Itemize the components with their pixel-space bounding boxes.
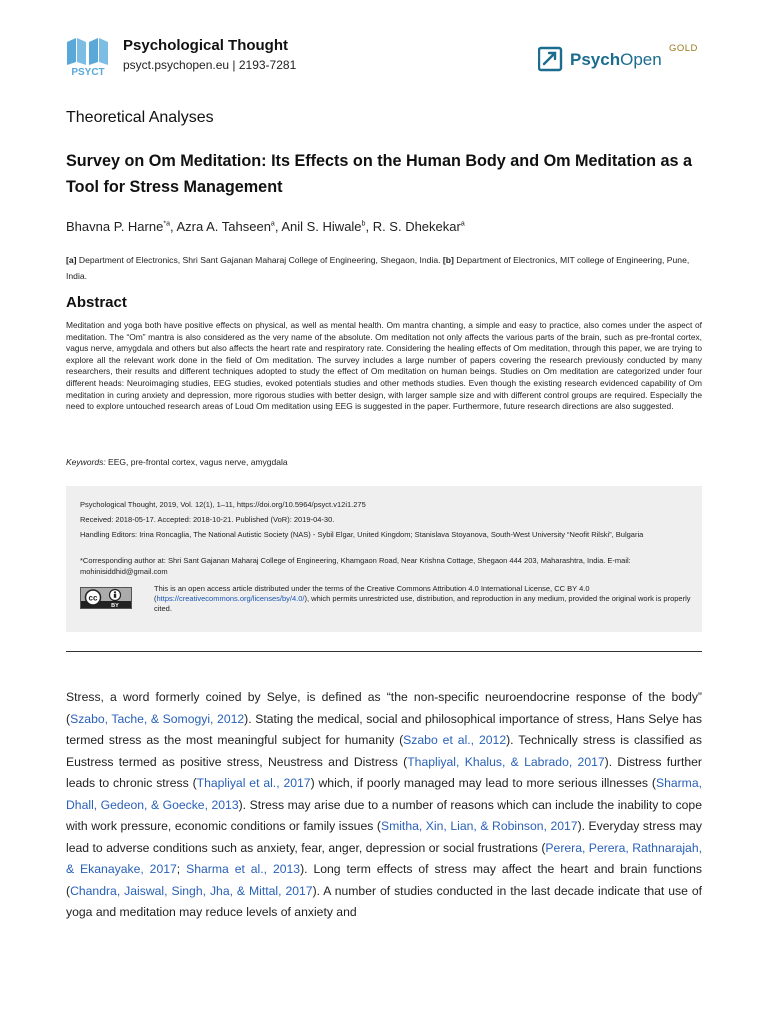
- license-statement: [154, 584, 694, 614]
- keywords: [66, 457, 288, 467]
- body-text-segment: Stress, a word formerly coined by Selye, is defined as “the non-specific neuroendocrine response of the body” (: [66, 690, 702, 726]
- affiliations: [66, 252, 706, 284]
- author-separator: ,: [274, 219, 282, 234]
- author-separator: ,: [365, 219, 373, 234]
- affiliation-b-tag: [b]: [442, 255, 454, 265]
- publisher-name: [570, 50, 662, 70]
- body-text-segment: ). Technically stress is classified as Eustress termed as positive stress, Neustress and Distress (: [66, 733, 702, 769]
- journal-info: psyct.psychopen.eu | 2193-7281: [123, 58, 297, 72]
- publisher-name-rest: Open: [620, 50, 662, 69]
- article-info-box: [66, 486, 702, 632]
- author-name: Anil S. Hiwale: [281, 219, 362, 234]
- citation-line: Psychological Thought, 2019, Vol. 12(1), 1–11, https://doi.org/10.5964/psyct.v12i1.275: [80, 500, 366, 509]
- dates-line: Received: 2018-05-17. Accepted: 2018-10-21. Published (VoR): 2019-04-30.: [80, 515, 335, 524]
- license-text-a: This is an open access article distributed under the terms of the Creative Commons Attribution 4.0 International License, CC BY 4.0 (: [154, 584, 590, 603]
- psyct-logo-text: PSYCT: [71, 67, 105, 76]
- abstract-text: Meditation and yoga both have positive effects on physical, as well as mental health. Om mantra chanting, a simple and easy to practice, also comes under the aspect of meditation. The “Om” mantra is also considered as the very name of the absolute. Om meditation not only affects the various parts of the brain, such as pre-frontal cortex, vagus nerve, amygdala and others but also affects the heart rate and respiratory rate. Considering the healing effects of Om meditation, through this paper, we are trying to explore all the relevant work done in the field of Om meditation. The survey includes a large number of papers covering the research previously conducted by many researchers, their results and different techniques adopted to study the effect of Om meditation on human beings. Studies on Om meditation are categorized under four different heads: Neuroimaging studies, EEG studies, evoked potentials studies and other methods studies. Even though the existing research evidenced capability of Om meditation in curing anxiety and depression, more rigorous studies with better design, with larger sample size and with different control groups are required. Especially the need to explore untouched research areas of Loud Om meditation using EEG is suggested in the paper. Furthermore, future research directions are also suggested.: [66, 320, 702, 412]
- body-text-segment: ). Everyday stress may lead to adverse conditions such as anxiety, fear, anger, depression or social frustrations (: [66, 819, 702, 855]
- license-link[interactable]: https://creativecommons.org/licenses/by/4.0/: [156, 594, 305, 603]
- author-list: [66, 219, 465, 234]
- author-affiliation-mark: a: [270, 220, 275, 228]
- author-affiliation-mark: *a: [163, 220, 170, 228]
- body-text-segment: ). A number of studies conducted in the last decade indicate that use of yoga and meditation may reduce levels of anxiety and: [66, 883, 702, 919]
- citation-link[interactable]: Sharma, Dhall, Gedeon, & Goecke, 2013: [66, 776, 702, 812]
- citation-link[interactable]: Smitha, Xin, Lian, & Robinson, 2017: [380, 819, 578, 833]
- body-text-segment: ;: [176, 862, 187, 876]
- publisher-name-bold: Psych: [570, 50, 621, 69]
- citation-link[interactable]: Thapliyal, Khalus, & Labrado, 2017: [407, 754, 605, 769]
- body-paragraph: [66, 687, 702, 924]
- section-divider: [66, 651, 702, 652]
- author-name: Azra A. Tahseen: [176, 219, 271, 234]
- author-name: Bhavna P. Harne: [66, 219, 164, 234]
- affiliation-a-tag: [a]: [66, 255, 77, 265]
- corresponding-author: *Corresponding author at: Shri Sant Gajanan Maharaj College of Engineering, Khamgaon Road, Near Krishna Cottage, Shegaon 444 203, Maharashtra, India. E-mail: mohinisiddhid@gmail.com: [80, 556, 631, 576]
- by-label: BY: [111, 603, 119, 608]
- publisher-tier: GOLD: [669, 43, 698, 54]
- cc-label: cc: [88, 593, 98, 603]
- affiliation-a: Department of Electronics, Shri Sant Gajanan Maharaj College of Engineering, Shegaon, India.: [76, 255, 443, 265]
- article-title: Survey on Om Meditation: Its Effects on the Human Body and Om Meditation as a Tool for Stress Management: [66, 152, 692, 196]
- handling-editors: Handling Editors: Irina Roncaglia, The National Autistic Society (NAS) - Sybil Elgar, United Kingdom; Stanislava Stoyanova, South-West University “Neofit Rilski”, Bulgaria: [80, 530, 644, 539]
- citation-link[interactable]: Sharma et al., 2013: [186, 862, 301, 876]
- keywords-label: Keywords:: [66, 457, 106, 467]
- section-label: Theoretical Analyses: [66, 109, 214, 126]
- body-text-segment: ). Distress further leads to chronic stress (: [66, 754, 702, 790]
- journal-title: Psychological Thought: [123, 37, 289, 54]
- author-affiliation-mark: b: [361, 220, 366, 228]
- body-text-segment: ). Stress may arise due to a number of reasons which can include the inability to cope with work pressure, economic conditions or family issues (: [66, 797, 702, 833]
- author-separator: ,: [169, 219, 177, 234]
- citation-link[interactable]: Perera, Perera, Rathnarajah, & Ekanayake, 2017: [66, 840, 702, 876]
- psyct-logo-icon: [64, 36, 112, 76]
- body-text-segment: ) which, if poorly managed may lead to more serious illnesses (: [310, 776, 656, 790]
- body-text-segment: ). Long term effects of stress may affect the heart and brain functions (: [66, 862, 702, 898]
- cc-by-license-icon: [80, 587, 132, 609]
- license-text-b: ), which permits unrestricted use, distribution, and reproduction in any medium, provided the original work is properly cited.: [154, 594, 691, 613]
- author-name: R. S. Dhekekar: [372, 219, 461, 234]
- keywords-text: EEG, pre-frontal cortex, vagus nerve, amygdala: [105, 457, 288, 467]
- cc-badge-graphic: [81, 588, 131, 608]
- citation-link[interactable]: Szabo et al., 2012: [403, 733, 507, 747]
- body-text-segment: ). Stating the medical, social and philosophical importance of stress, Hans Selye has termed stress as the most meaningful subject for humanity (: [66, 711, 703, 747]
- citation-link[interactable]: Szabo, Tache, & Somogyi, 2012: [70, 711, 245, 726]
- affiliation-b: Department of Electronics, MIT college of Engineering, Pune, India.: [66, 255, 690, 281]
- abstract-heading: Abstract: [66, 294, 127, 311]
- author-affiliation-mark: a: [460, 220, 465, 228]
- citation-link[interactable]: Chandra, Jaiswal, Singh, Jha, & Mittal, 2017: [70, 883, 313, 898]
- citation-link[interactable]: Thapliyal et al., 2017: [196, 776, 311, 790]
